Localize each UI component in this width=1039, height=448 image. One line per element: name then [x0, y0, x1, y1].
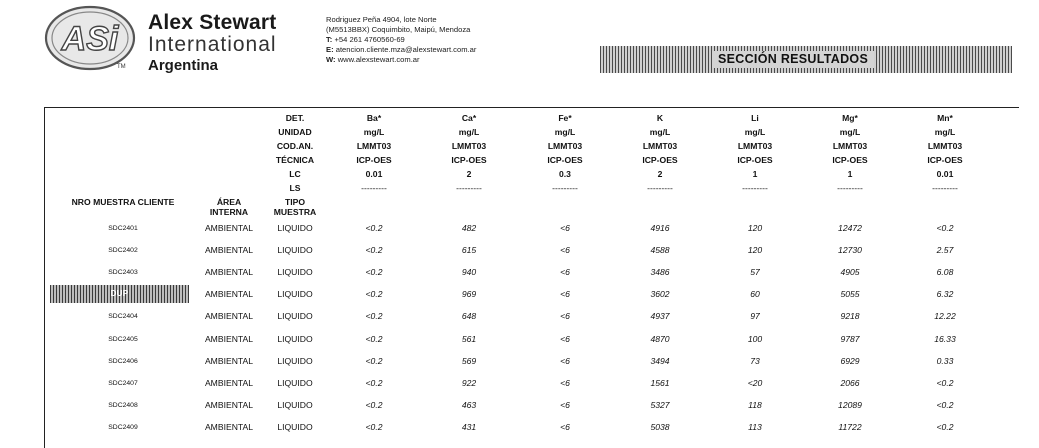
column-lc-header: 0.3 — [559, 169, 571, 179]
result-value-cell: 3602 — [650, 289, 670, 299]
column-ls-header: --------- — [837, 183, 863, 193]
result-value-cell: <0.2 — [365, 334, 383, 344]
result-value-cell: <6 — [560, 400, 570, 410]
sample-type-cell: LIQUIDO — [277, 334, 313, 344]
meta-label: LC — [289, 169, 301, 179]
column-ls-header: --------- — [361, 183, 387, 193]
address-line2: (M5513BBX) Coquimbito, Maipú, Mendoza — [326, 25, 471, 34]
result-value-cell: <6 — [560, 378, 570, 388]
column-unit-header: mg/L — [363, 127, 385, 137]
result-value-cell: 6.32 — [936, 289, 954, 299]
email-value: atencion.cliente.mza@alexstewart.com.ar — [335, 45, 477, 54]
result-value-cell: 4588 — [650, 245, 670, 255]
column-code-header: LMMT03 — [356, 141, 392, 151]
result-value-cell: <6 — [560, 356, 570, 366]
sample-type-cell: LIQUIDO — [277, 289, 313, 299]
column-unit-header: mg/L — [554, 127, 576, 137]
result-value-cell: <0.2 — [936, 400, 954, 410]
column-tech-header: ICP-OES — [927, 155, 963, 165]
result-value-cell: 16.33 — [934, 334, 956, 344]
area-cell: AMBIENTAL — [204, 400, 254, 410]
result-value-cell: 120 — [747, 223, 763, 233]
result-value-cell: 569 — [461, 356, 477, 366]
result-value-cell: 9218 — [840, 311, 860, 321]
result-value-cell: 4870 — [650, 334, 670, 344]
web-value: www.alexstewart.com.ar — [337, 55, 420, 64]
result-value-cell: 12.22 — [934, 311, 956, 321]
result-value-cell: <0.2 — [365, 311, 383, 321]
result-value-cell: 463 — [461, 400, 477, 410]
result-value-cell: <6 — [560, 422, 570, 432]
result-value-cell: 561 — [461, 334, 477, 344]
column-det-header: Li — [751, 113, 759, 123]
column-ls-header: --------- — [456, 183, 482, 193]
column-det-header: Ca* — [461, 113, 477, 123]
column-tech-header: ICP-OES — [832, 155, 868, 165]
area-cell: AMBIENTAL — [204, 334, 254, 344]
area-cell: AMBIENTAL — [204, 223, 254, 233]
meta-label: DET. — [285, 113, 305, 123]
result-value-cell: 6929 — [840, 356, 860, 366]
column-code-header: LMMT03 — [642, 141, 678, 151]
sample-id-cell: SDC2403 — [108, 269, 138, 276]
column-lc-header: 2 — [657, 169, 663, 179]
result-value-cell: <20 — [747, 378, 763, 388]
sample-id-header: NRO MUESTRA CLIENTE — [71, 197, 175, 207]
column-ls-header: --------- — [647, 183, 673, 193]
result-value-cell: 5327 — [650, 400, 670, 410]
sample-type-cell: LIQUIDO — [277, 245, 313, 255]
sample-type-cell: LIQUIDO — [277, 311, 313, 321]
column-det-header: Mg* — [842, 113, 858, 123]
sample-type-cell: LIQUIDO — [277, 267, 313, 277]
sample-id-cell: SDC2404 — [108, 313, 138, 320]
meta-label: COD.AN. — [276, 141, 314, 151]
column-unit-header: mg/L — [458, 127, 480, 137]
sample-id-cell: SDC2407 — [108, 380, 138, 387]
result-value-cell: <0.2 — [936, 223, 954, 233]
column-unit-header: mg/L — [649, 127, 671, 137]
sample-id-cell: DUP — [110, 289, 129, 298]
result-value-cell: <0.2 — [365, 267, 383, 277]
sample-id-cell: SDC2405 — [108, 336, 138, 343]
result-value-cell: 12089 — [838, 400, 862, 410]
column-unit-header: mg/L — [934, 127, 956, 137]
sample-type-cell: LIQUIDO — [277, 378, 313, 388]
sample-type-cell: LIQUIDO — [277, 356, 313, 366]
result-value-cell: 2066 — [840, 378, 860, 388]
type-header-line2: MUESTRA — [273, 207, 317, 217]
result-value-cell: 97 — [750, 311, 760, 321]
column-unit-header: mg/L — [744, 127, 766, 137]
result-value-cell: <0.2 — [365, 356, 383, 366]
result-value-cell: <6 — [560, 245, 570, 255]
email-label: E: — [326, 45, 334, 54]
column-lc-header: 1 — [752, 169, 758, 179]
area-header-line1: ÁREA — [216, 197, 242, 207]
result-value-cell: 2.57 — [936, 245, 954, 255]
column-det-header: Mn* — [937, 113, 953, 123]
sample-id-cell: SDC2408 — [108, 402, 138, 409]
result-value-cell: <0.2 — [365, 245, 383, 255]
result-value-cell: 57 — [750, 267, 760, 277]
result-value-cell: 113 — [748, 422, 762, 432]
result-value-cell: 4916 — [650, 223, 670, 233]
result-value-cell: 11722 — [838, 422, 862, 432]
result-value-cell: 648 — [461, 311, 477, 321]
company-name-line3: Argentina — [148, 57, 219, 74]
result-value-cell: 5055 — [840, 289, 860, 299]
result-value-cell: <0.2 — [365, 422, 383, 432]
column-lc-header: 2 — [466, 169, 472, 179]
result-value-cell: <6 — [560, 334, 570, 344]
trademark-mark: TM — [117, 64, 126, 70]
result-value-cell: 1561 — [650, 378, 670, 388]
result-value-cell: <6 — [560, 223, 570, 233]
column-det-header: K — [656, 113, 664, 123]
sample-id-cell: SDC2409 — [108, 424, 138, 431]
result-value-cell: <6 — [560, 311, 570, 321]
result-value-cell: <0.2 — [365, 289, 383, 299]
phone-label: T: — [326, 35, 333, 44]
result-value-cell: 6.08 — [936, 267, 954, 277]
result-value-cell: <0.2 — [365, 223, 383, 233]
column-unit-header: mg/L — [839, 127, 861, 137]
column-tech-header: ICP-OES — [547, 155, 583, 165]
sample-type-cell: LIQUIDO — [277, 400, 313, 410]
company-name-line2: International — [148, 33, 277, 56]
result-value-cell: 100 — [747, 334, 763, 344]
area-cell: AMBIENTAL — [204, 422, 254, 432]
result-value-cell: <6 — [560, 267, 570, 277]
column-tech-header: ICP-OES — [451, 155, 487, 165]
area-cell: AMBIENTAL — [204, 311, 254, 321]
result-value-cell: <6 — [560, 289, 570, 299]
result-value-cell: 4905 — [840, 267, 860, 277]
result-value-cell: 12472 — [838, 223, 862, 233]
meta-label: LS — [289, 183, 301, 193]
column-det-header: Ba* — [366, 113, 382, 123]
sample-id-cell: SDC2401 — [108, 225, 138, 232]
column-ls-header: --------- — [552, 183, 578, 193]
result-value-cell: 482 — [461, 223, 477, 233]
column-det-header: Fe* — [558, 113, 572, 123]
column-lc-header: 0.01 — [936, 169, 954, 179]
result-value-cell: 431 — [461, 422, 477, 432]
area-cell: AMBIENTAL — [204, 356, 254, 366]
sample-type-cell: LIQUIDO — [277, 422, 313, 432]
result-value-cell: 615 — [461, 245, 477, 255]
company-name-line1: Alex Stewart — [148, 11, 277, 34]
column-tech-header: ICP-OES — [356, 155, 392, 165]
contact-block — [326, 15, 476, 65]
result-value-cell: 120 — [747, 245, 763, 255]
result-value-cell: 922 — [461, 378, 477, 388]
meta-label: TÉCNICA — [275, 155, 315, 165]
sample-type-cell: LIQUIDO — [277, 223, 313, 233]
result-value-cell: <0.2 — [936, 378, 954, 388]
column-code-header: LMMT03 — [547, 141, 583, 151]
column-tech-header: ICP-OES — [642, 155, 678, 165]
result-value-cell: 5038 — [650, 422, 670, 432]
area-cell: AMBIENTAL — [204, 267, 254, 277]
result-value-cell: 4937 — [650, 311, 670, 321]
area-cell: AMBIENTAL — [204, 378, 254, 388]
result-value-cell: 940 — [461, 267, 477, 277]
result-value-cell: 73 — [750, 356, 760, 366]
result-value-cell: 118 — [748, 400, 762, 410]
area-cell: AMBIENTAL — [204, 245, 254, 255]
sample-id-cell: SDC2406 — [108, 358, 138, 365]
section-title: SECCIÓN RESULTADOS — [712, 51, 874, 68]
result-value-cell: 3486 — [650, 267, 670, 277]
column-ls-header: --------- — [932, 183, 958, 193]
column-lc-header: 1 — [847, 169, 853, 179]
result-value-cell: 12730 — [838, 245, 862, 255]
area-header-line2: INTERNA — [209, 207, 249, 217]
logo-text: ASi — [61, 20, 119, 58]
meta-label: UNIDAD — [278, 127, 312, 137]
column-code-header: LMMT03 — [737, 141, 773, 151]
area-cell: AMBIENTAL — [204, 289, 254, 299]
phone-value: +54 261 4760560-69 — [334, 35, 405, 44]
column-code-header: LMMT03 — [927, 141, 963, 151]
result-value-cell: <0.2 — [365, 378, 383, 388]
result-value-cell: 3494 — [650, 356, 670, 366]
type-header-line1: TIPO — [284, 197, 306, 207]
result-value-cell: <0.2 — [936, 422, 954, 432]
result-value-cell: 60 — [750, 289, 760, 299]
section-banner — [600, 46, 1012, 73]
result-value-cell: 969 — [461, 289, 477, 299]
result-value-cell: 0.33 — [936, 356, 954, 366]
web-label: W: — [326, 55, 336, 64]
result-value-cell: <0.2 — [365, 400, 383, 410]
address-line1: Rodriguez Peña 4904, lote Norte — [326, 15, 437, 24]
result-value-cell: 9787 — [840, 334, 860, 344]
column-tech-header: ICP-OES — [737, 155, 773, 165]
column-code-header: LMMT03 — [832, 141, 868, 151]
sample-id-cell: SDC2402 — [108, 247, 138, 254]
column-lc-header: 0.01 — [365, 169, 383, 179]
column-ls-header: --------- — [742, 183, 768, 193]
column-code-header: LMMT03 — [451, 141, 487, 151]
company-name-block — [148, 12, 277, 73]
